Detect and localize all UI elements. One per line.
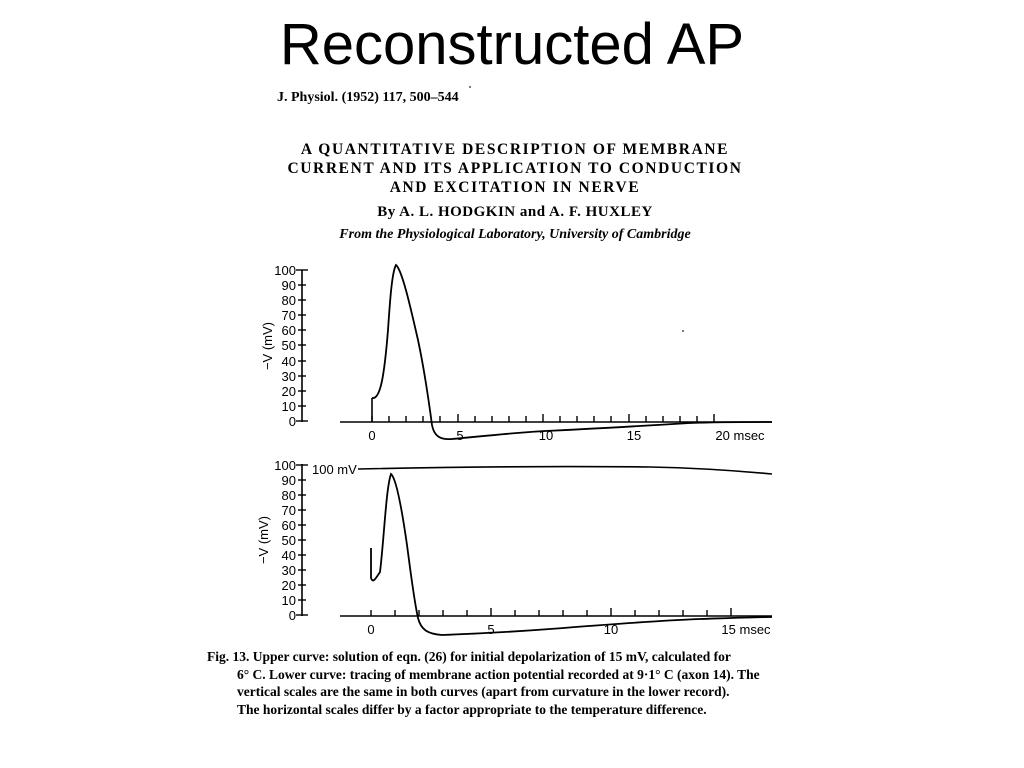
upper-xtick-label: 15 (626, 428, 642, 443)
scan-speck (682, 330, 684, 332)
lower-ytick-label: 100 (274, 458, 296, 473)
paper-title-line: AND EXCITATION IN NERVE (389, 179, 641, 196)
paper-citation: J. Physiol. (1952) 117, 500–544 (277, 90, 459, 105)
lower-ytick-label: 60 (281, 518, 296, 533)
lower-xtick-label: 5 (487, 622, 495, 637)
slide-title: Reconstructed AP (279, 12, 745, 77)
upper-ytick-label: 20 (281, 384, 296, 399)
lower-y-axis-label: −V (mV) (256, 515, 271, 565)
caption-line: 6° C. Lower curve: tracing of membrane action potential recorded at 9·1° C (axon 14). The (237, 666, 760, 682)
upper-action-potential-curve (372, 265, 772, 439)
lower-ytick-label: 20 (281, 578, 296, 593)
lower-action-potential-curve (371, 474, 772, 635)
calibration-label: 100 mV (312, 462, 357, 477)
paper-affiliation: From the Physiological Laboratory, University of Cambridge (339, 227, 691, 242)
lower-ytick-label: 30 (281, 563, 296, 578)
lower-panel (256, 458, 772, 637)
caption-line: The horizontal scales differ by a factor appropriate to the temperature difference. (237, 701, 707, 717)
lower-ytick-label: 0 (288, 608, 296, 623)
paper-title-line: CURRENT AND ITS APPLICATION TO CONDUCTION (287, 160, 743, 177)
upper-ytick-label: 10 (281, 399, 296, 414)
calibration-line (358, 467, 772, 474)
upper-ytick-label: 50 (281, 338, 296, 353)
upper-ytick-label: 100 (274, 263, 296, 278)
upper-xtick-label: 0 (368, 428, 376, 443)
upper-ytick-label: 30 (281, 369, 296, 384)
lower-xtick-label: 10 (603, 622, 619, 637)
paper-title-line: A QUANTITATIVE DESCRIPTION OF MEMBRANE (300, 141, 730, 158)
upper-ytick-label: 60 (281, 323, 296, 338)
lower-xtick-label: 0 (367, 622, 375, 637)
upper-ytick-label: 90 (281, 278, 296, 293)
upper-y-axis-label: −V (mV) (260, 321, 275, 371)
lower-xtick-label: 15 msec (721, 622, 771, 637)
figure-caption (207, 648, 827, 718)
lower-ytick-label: 70 (281, 503, 296, 518)
upper-xtick-label: 5 (456, 428, 464, 443)
lower-ytick-label: 10 (281, 593, 296, 608)
paper-authors: By A. L. HODGKIN and A. F. HUXLEY (377, 204, 653, 220)
lower-x-ticks (371, 608, 731, 616)
lower-ytick-label: 40 (281, 548, 296, 563)
upper-xtick-label: 20 msec (715, 428, 765, 443)
lower-ytick-label: 90 (281, 473, 296, 488)
upper-ytick-label: 0 (288, 414, 296, 429)
upper-ytick-label: 70 (281, 308, 296, 323)
caption-line: vertical scales are the same in both curves (apart from curvature in the lower record). (237, 684, 730, 699)
caption-line: Fig. 13. Upper curve: solution of eqn. (26) for initial depolarization of 15 mV, calculated for (207, 649, 731, 664)
upper-ytick-label: 40 (281, 354, 296, 369)
lower-ytick-label: 50 (281, 533, 296, 548)
upper-ytick-label: 80 (281, 293, 296, 308)
lower-ytick-label: 80 (281, 488, 296, 503)
upper-panel (260, 263, 772, 443)
upper-x-ticks (372, 414, 714, 422)
scan-speck (469, 86, 471, 88)
upper-xtick-label: 10 (538, 428, 554, 443)
